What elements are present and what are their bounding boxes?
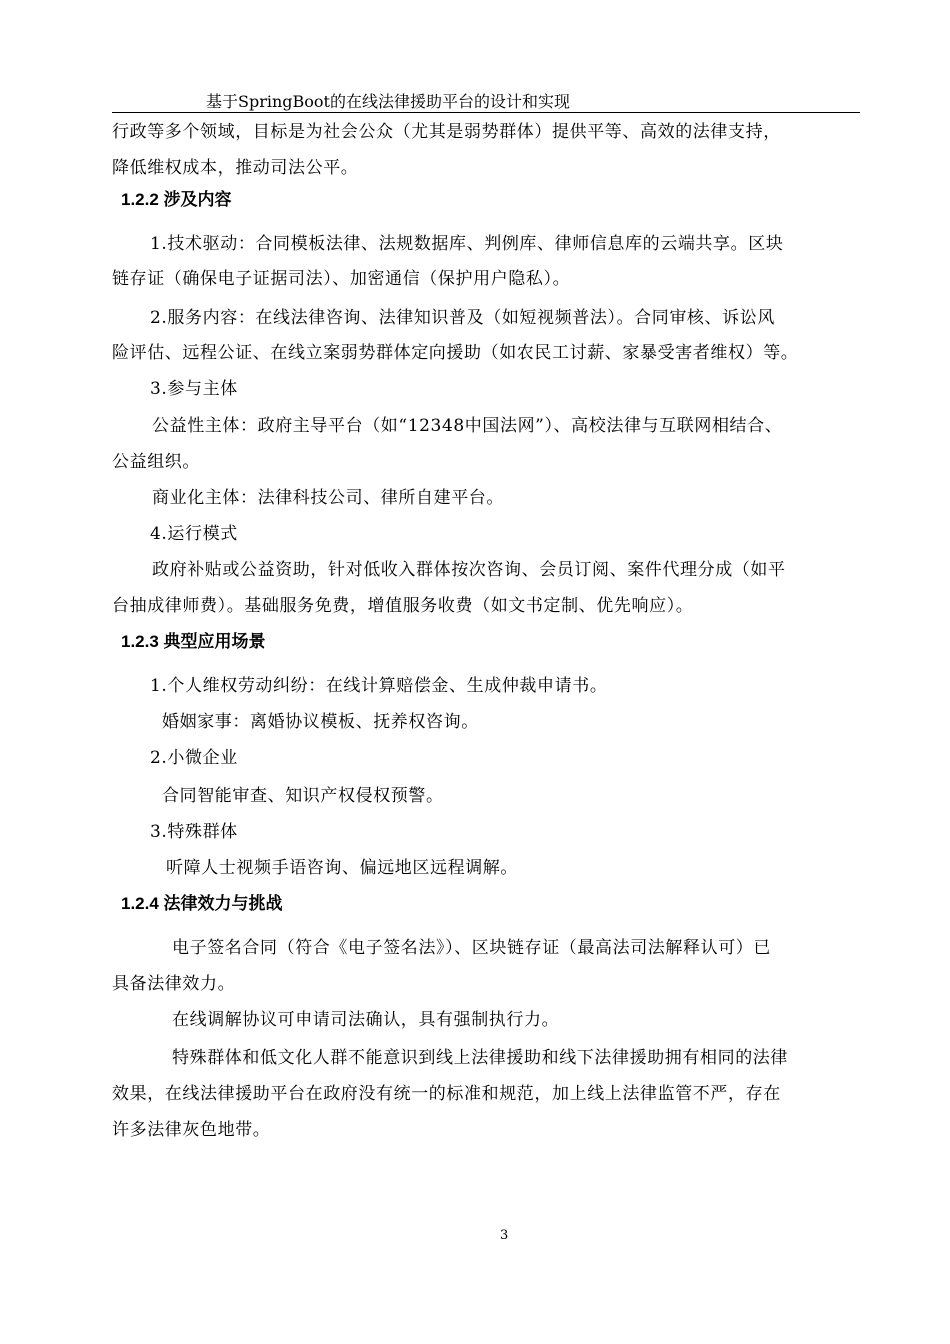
section-heading-1-2-4: 1.2.4 法律效力与挑战 (121, 894, 283, 913)
scenario-family: 婚姻家事：离婚协议模板、抚养权咨询。 (162, 712, 479, 732)
section-heading-1-2-2: 1.2.2 涉及内容 (121, 190, 232, 209)
validity-line-1: 电子签名合同（符合《电子签名法》）、区块链存证（最高法司法解释认可）已 (172, 938, 771, 958)
service-line-1: 2.服务内容：在线法律咨询、法律知识普及（如短视频普法）。合同审核、诉讼风 (150, 308, 775, 328)
challenge-line-3: 许多法律灰色地带。 (112, 1120, 271, 1140)
operation-mode-line-2: 台抽成律师费）。基础服务免费，增值服务收费（如文书定制、优先响应）。 (112, 596, 694, 616)
running-header: 基于SpringBoot的在线法律援助平台的设计和实现 (206, 92, 570, 111)
validity-line-2: 具备法律效力。 (112, 974, 236, 994)
scenario-special-groups: 听障人士视频手语咨询、偏远地区远程调解。 (166, 858, 518, 878)
scenario-special-groups-label: 3.特殊群体 (150, 822, 238, 842)
public-entity-line-2: 公益组织。 (112, 452, 200, 472)
tech-line-2: 链存证（确保电子证据司法）、加密通信（保护用户隐私）。 (112, 269, 571, 289)
scenario-small-business: 合同智能审查、知识产权侵权预警。 (162, 786, 444, 806)
challenge-line-1: 特殊群体和低文化人群不能意识到线上法律援助和线下法律援助拥有相同的法律 (172, 1048, 788, 1068)
public-entity-line-1: 公益性主体：政府主导平台（如“12348中国法网”）、高校法律与互联网相结合、 (152, 416, 783, 436)
tech-line-1: 1.技术驱动：合同模板法律、法规数据库、判例库、律师信息库的云端共享。区块 (150, 234, 784, 254)
scenario-small-business-label: 2.小微企业 (150, 748, 238, 768)
operation-mode-line-1: 政府补贴或公益资助，针对低收入群体按次咨询、会员订阅、案件代理分成（如平 (152, 560, 786, 580)
section-heading-1-2-3: 1.2.3 典型应用场景 (121, 632, 266, 651)
scenario-personal: 1.个人维权劳动纠纷：在线计算赔偿金、生成仲裁申请书。 (150, 676, 608, 696)
service-line-2: 险评估、远程公证、在线立案弱势群体定向援助（如农民工讨薪、家暴受害者维权）等。 (112, 343, 799, 363)
mediation-line: 在线调解协议可申请司法确认，具有强制执行力。 (172, 1010, 560, 1030)
page-number: 3 (500, 1228, 509, 1243)
challenge-line-2: 效果，在线法律援助平台在政府没有统一的标准和规范，加上线上法律监管不严，存在 (112, 1084, 781, 1104)
header-rule (112, 112, 860, 113)
intro-line-1: 行政等多个领域，目标是为社会公众（尤其是弱势群体）提供平等、高效的法律支持， (112, 122, 781, 142)
intro-line-2: 降低维权成本，推动司法公平。 (112, 158, 359, 178)
commercial-entity-line: 商业化主体：法律科技公司、律所自建平台。 (152, 488, 504, 508)
participants-label: 3.参与主体 (150, 379, 238, 399)
operation-mode-label: 4.运行模式 (150, 524, 238, 544)
